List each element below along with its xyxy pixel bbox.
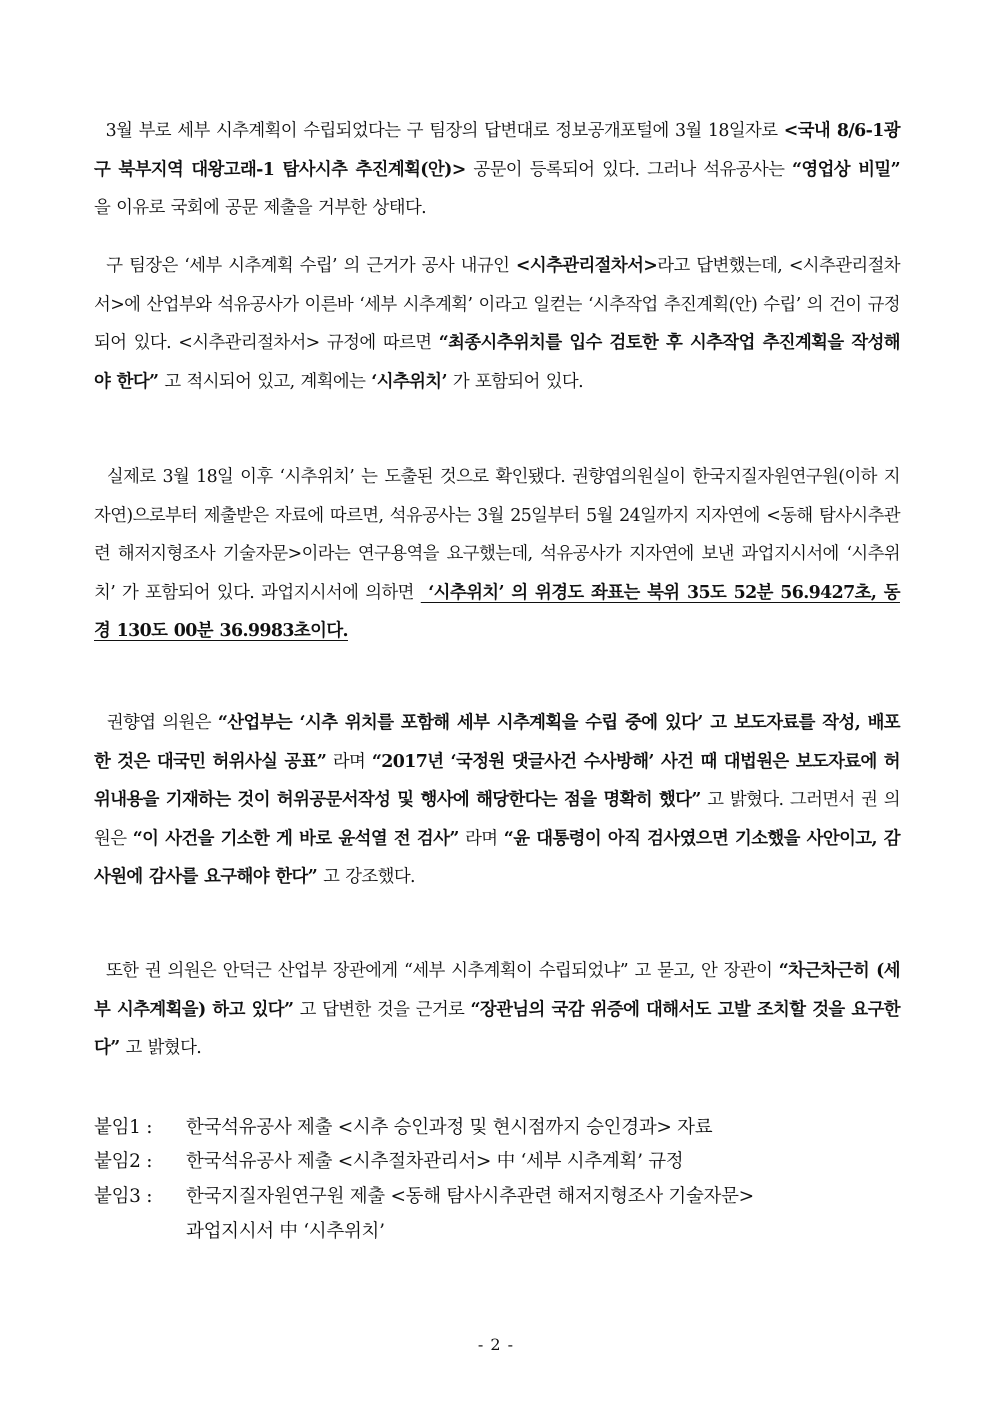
text-run: 권향엽 의원은	[94, 713, 218, 733]
attachment-text: 한국석유공사 제출 <시추 승인과정 및 현시점까지 승인경과> 자료	[186, 1117, 713, 1138]
attachment-label: 붙임1 :	[94, 1117, 153, 1138]
text-run: 고 밝혔다.	[119, 1038, 202, 1058]
text-run: “산업부는 ‘시추 위치를 포함해 세부 시추계획을 수립 중에 있다’ 고 보도자료를 작성, 배포한 것은 대국민 허위사실 공표”	[94, 713, 900, 772]
text-run: 고 밝혔다. 그러면서 권 의원은	[94, 790, 901, 849]
text-run: 을 이유로 국회에 공문 제출을 거부한 상태다.	[94, 159, 906, 218]
text-run: 공문이 등록되어 있다. 그러나 석유공사는	[465, 159, 792, 180]
text-run: 가 포함되어 있다.	[446, 371, 584, 392]
paragraph-2	[94, 247, 900, 401]
attachment-label: 붙임3 :	[94, 1186, 153, 1207]
text-run: 라며	[326, 751, 372, 772]
attachment-3-continued: 과업지시서 中 ‘시추위치’	[186, 1221, 385, 1242]
text-run: <국내 8/6-1광구 북부지역 대왕고래-1 탐사시추 추진계획(안)>	[94, 121, 900, 180]
attachment-1	[94, 1111, 712, 1145]
page-number: - 2 -	[477, 1335, 515, 1354]
text-run: 또한 권 의원은 안덕근 산업부 장관에게 “세부 시추계획이 수립되었냐” 고 묻고, 안 장관이	[94, 961, 779, 981]
text-run: 구 팀장은 ‘세부 시추계획 수립’ 의 근거가 공사 내규인	[94, 256, 516, 276]
text-run: 라며	[458, 828, 504, 849]
paragraph-1	[94, 112, 906, 228]
attachment-text: 한국석유공사 제출 <시추절차관리서> 中 ‘세부 시추계획’ 규정	[186, 1151, 684, 1172]
text-run: ‘시추위치’ 의 위경도 좌표는 북위 35도 52분 56.9427초, 동경 130도 00분 36.9983초이다.	[94, 582, 900, 641]
paragraph-4	[94, 704, 900, 897]
text-run: “이 사건을 기소한 게 바로 윤석열 전 검사”	[132, 828, 459, 849]
text-run: “2017년 ‘국정원 댓글사건 수사방해’ 사건 때 대법원은 보도자료에 허위내용을 기재하는 것이 허위공문서작성 및 행사에 해당한다는 점을 명확히 했다”	[94, 751, 901, 810]
text-run: 고 적시되어 있고, 계획에는	[158, 371, 372, 392]
attachment-label: 붙임2 :	[94, 1151, 153, 1172]
text-run: <시추관리절차서>	[515, 256, 658, 276]
text-run: 고 강조했다.	[317, 867, 415, 887]
text-run: “영업상 비밀”	[792, 159, 900, 180]
attachment-3	[94, 1180, 754, 1214]
text-run: “장관님의 국감 위증에 대해서도 고발 조치할 것을 요구한다”	[94, 999, 901, 1058]
paragraph-5	[94, 952, 900, 1068]
attachment-text: 한국지질자원연구원 제출 <동해 탐사시추관련 해저지형조사 기술자문>	[186, 1186, 754, 1207]
text-run: 실제로 3월 18일 이후 ‘시추위치’ 는 도출된 것으로 확인됐다. 권향엽의원실이 한국지질자원연구원(이하 지자연)으로부터 제출받은 자료에 따르면, 석유공사는 3월 25일부터 5월 24일까지 지자연에 <동해 탐사시추관련 해저지형조사 기술자문>이라는 연구용역을 요구했는데, 석유공사가 지자연에 보낸 과업지시서에 ‘시추위치’ 가 포함되어 있다. 과업지시서에 의하면	[94, 467, 900, 603]
text-run: 라고 답변했는데, <시추관리절차서>에 산업부와 석유공사가 이른바 ‘세부 시추계획’ 이라고 일컫는 ‘시추작업 추진계획(안) 수립’ 의 건이 규정되어 있다. <시추관리절차서> 규정에 따르면	[94, 256, 900, 353]
text-run: “윤 대통령이 아직 검사였으면 기소했을 사안이고, 감사원에 감사를 요구해야 한다”	[94, 828, 900, 887]
text-run: ‘시추위치’	[371, 371, 447, 392]
text-run: “최종시추위치를 입수 검토한 후 시추작업 추진계획을 작성해야 한다”	[94, 333, 900, 392]
paragraph-3	[94, 458, 900, 651]
text-run: 고 답변한 것을 근거로	[293, 999, 471, 1020]
text-run: “차근차근히 (세부 시추계획을) 하고 있다”	[94, 961, 900, 1020]
attachment-2	[94, 1145, 683, 1179]
text-run: 3월 부로 세부 시추계획이 수립되었다는 구 팀장의 답변대로 정보공개포털에 3월 18일자로	[94, 121, 784, 141]
